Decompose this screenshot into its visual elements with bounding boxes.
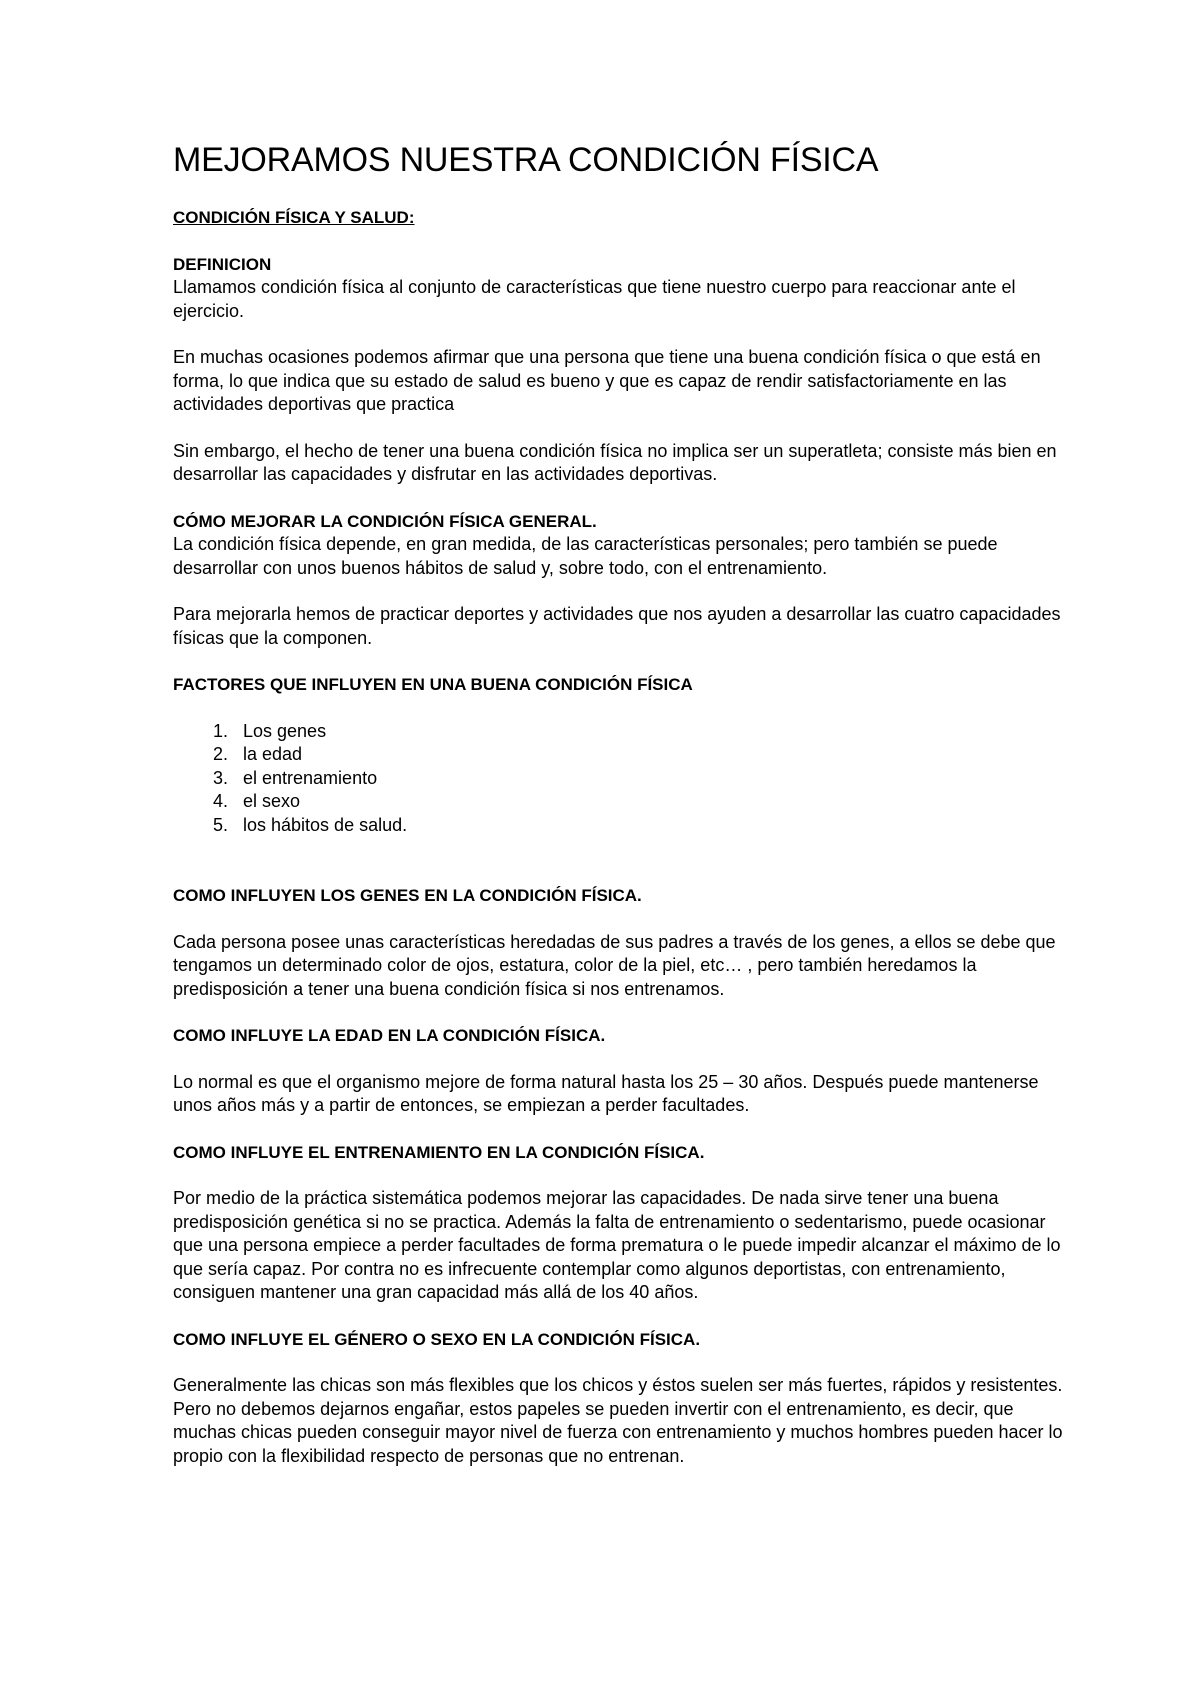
paragraph-superatleta: Sin embargo, el hecho de tener una buena condición física no implica ser un superatleta; consiste más bien en desarrollar las capacidades y disfrutar en las actividades deportivas. <box>173 440 1057 484</box>
definition-heading: DEFINICION <box>173 254 272 274</box>
list-item <box>173 814 1073 838</box>
list-item-number: 2. <box>213 744 229 764</box>
list-item-text: el entrenamiento <box>243 767 378 788</box>
section-heading-entrenamiento: COMO INFLUYE EL ENTRENAMIENTO EN LA CONDICIÓN FÍSICA. <box>173 1142 705 1162</box>
paragraph-buena-condicion: En muchas ocasiones podemos afirmar que una persona que tiene una buena condición física o que está en forma, lo que indica que su estado de salud es bueno y que es capaz de rendir satisfactoriamente en las actividades deportivas que practica <box>173 347 1041 414</box>
paragraph-para-mejorarla: Para mejorarla hemos de practicar deportes y actividades que nos ayuden a desarrollar las cuatro capacidades físicas que la componen. <box>173 604 1061 648</box>
list-item <box>173 767 1073 791</box>
list-item <box>173 720 1073 744</box>
definition-paragraph: Llamamos condición física al conjunto de características que tiene nuestro cuerpo para reaccionar ante el ejercicio. <box>173 277 1016 321</box>
section-heading-edad: COMO INFLUYE LA EDAD EN LA CONDICIÓN FÍSICA. <box>173 1026 606 1045</box>
document-page <box>173 140 1073 1491</box>
list-item-number: 4. <box>213 791 229 811</box>
list-item-text: el sexo <box>243 791 301 811</box>
list-item-text: Los genes <box>243 720 327 741</box>
section-heading-como-mejorar: CÓMO MEJORAR LA CONDICIÓN FÍSICA GENERAL. <box>173 511 597 531</box>
list-item-text: los hábitos de salud. <box>243 814 408 835</box>
factors-list <box>173 720 1073 838</box>
list-item-number: 5. <box>213 814 229 835</box>
list-item <box>173 743 1073 767</box>
list-item-text: la edad <box>243 744 303 764</box>
list-item <box>173 790 1073 814</box>
list-item-number: 3. <box>213 767 229 788</box>
section-heading-factores: FACTORES QUE INFLUYEN EN UNA BUENA CONDICIÓN FÍSICA <box>173 675 693 694</box>
spacer <box>173 837 1073 884</box>
section-heading-condicion-salud: CONDICIÓN FÍSICA Y SALUD: <box>173 208 415 227</box>
paragraph-condicion-depende: La condición física depende, en gran medida, de las características personales; pero también se puede desarrollar con unos buenos hábitos de salud y, sobre todo, con el entrenamiento. <box>173 534 998 578</box>
paragraph-entrenamiento: Por medio de la práctica sistemática podemos mejorar las capacidades. De nada sirve tener una buena predisposición genética si no se practica. Además la falta de entrenamiento o sedentarismo, puede ocasionar que una persona empiece a perder facultades de forma prematura o le puede impedir alcanzar el máximo de lo que sería capaz. Por contra no es infrecuente contemplar como algunos deportistas, con entrenamiento, consiguen mantener una gran capacidad más allá de los 40 años. <box>173 1188 1061 1302</box>
document-title: MEJORAMOS NUESTRA CONDICIÓN FÍSICA <box>173 141 879 179</box>
list-item-number: 1. <box>213 720 229 741</box>
section-heading-genes: COMO INFLUYEN LOS GENES EN LA CONDICIÓN FÍSICA. <box>173 886 642 905</box>
paragraph-genes: Cada persona posee unas características heredadas de sus padres a través de los genes, a ellos se debe que tengamos un determinado color de ojos, estatura, color de la piel, etc… , pero también heredamos la predisposición a tener una buena condición física si nos entrenamos. <box>173 931 1056 999</box>
section-heading-genero: COMO INFLUYE EL GÉNERO O SEXO EN LA CONDICIÓN FÍSICA. <box>173 1329 701 1349</box>
paragraph-edad: Lo normal es que el organismo mejore de forma natural hasta los 25 – 30 años. Después puede mantenerse unos años más y a partir de entonces, se empiezan a perder facultades. <box>173 1071 1039 1115</box>
paragraph-genero: Generalmente las chicas son más flexibles que los chicos y éstos suelen ser más fuertes, rápidos y resistentes. Pero no debemos dejarnos engañar, estos papeles se pueden invertir con el entrenamiento, es decir, que muchas chicas pueden conseguir mayor nivel de fuerza con entrenamiento y muchos hombres pueden hacer lo propio con la flexibilidad respecto de personas que no entrenan. <box>173 1375 1063 1466</box>
